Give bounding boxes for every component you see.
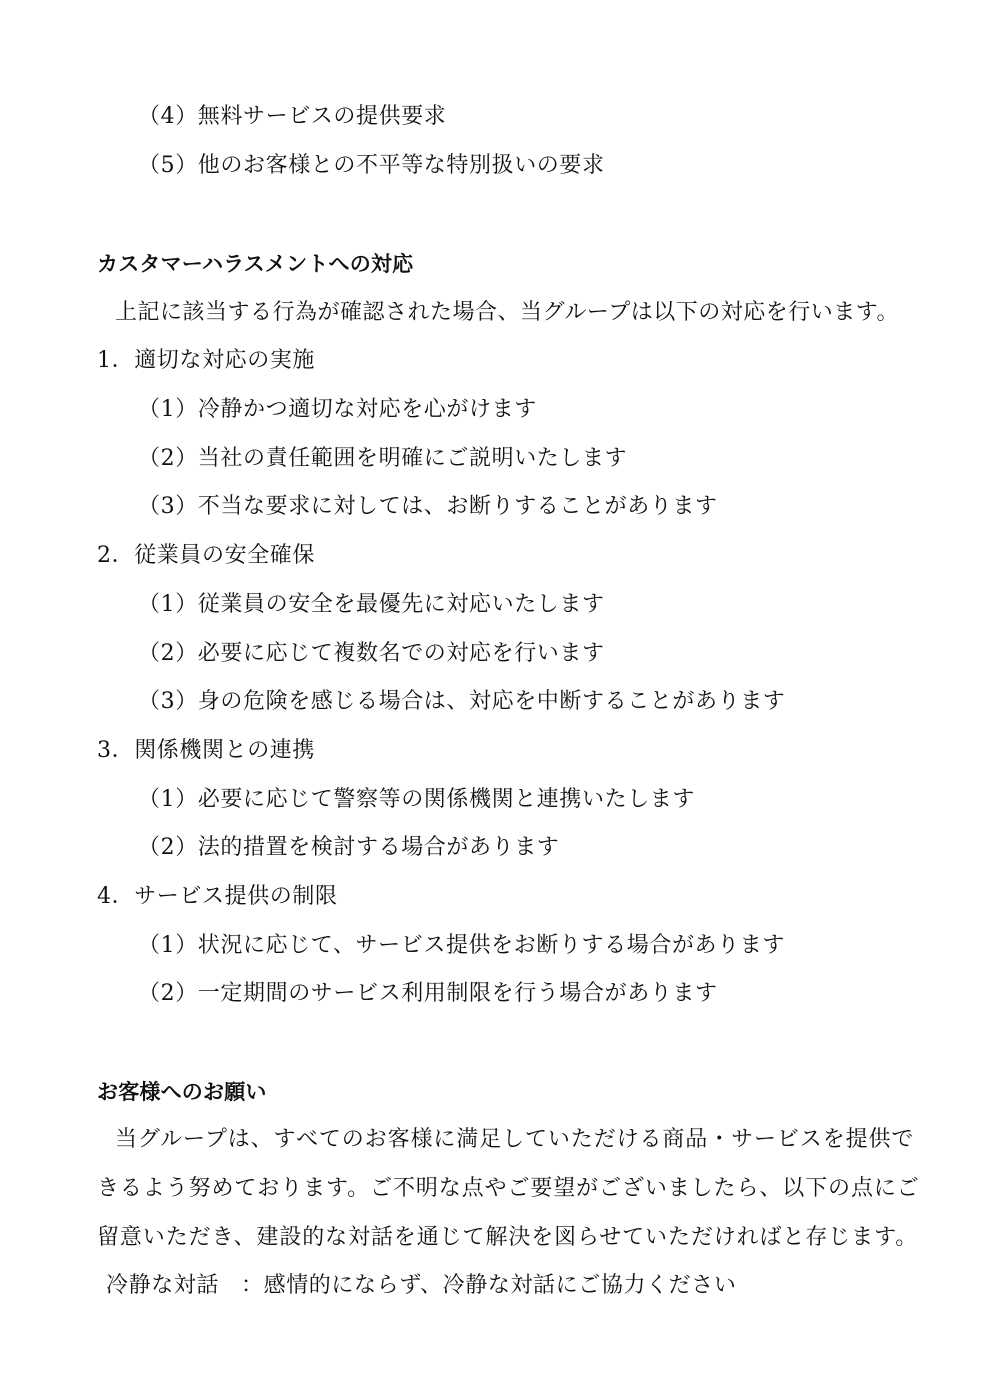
response-intro: 上記に該当する行為が確認された場合、当グループは以下の対応を行います。	[115, 300, 899, 325]
response-item-title: 1．適切な対応の実施	[97, 348, 315, 373]
request-paragraph-line: 当グループは、すべてのお客様に満足していただける商品・サービスを提供で	[115, 1127, 915, 1152]
response-sub-item: （2）法的措置を検討する場合があります	[138, 835, 560, 860]
response-sub-item: （2）必要に応じて複数名での対応を行います	[138, 641, 605, 666]
response-sub-item: （3）身の危険を感じる場合は、対応を中断することがあります	[138, 689, 786, 714]
response-sub-item: （1）従業員の安全を最優先に対応いたします	[138, 592, 605, 617]
request-point-description: ：感情的にならず、冷静な対話にご協力ください	[241, 1273, 737, 1298]
response-item-title: 2．従業員の安全確保	[97, 543, 315, 568]
response-item-title: 4．サービス提供の制限	[97, 884, 338, 909]
response-sub-item: （3）不当な要求に対しては、お断りすることがあります	[138, 494, 718, 519]
response-item-title: 3．関係機関との連携	[97, 738, 315, 763]
response-sub-item: （1）冷静かつ適切な対応を心がけます	[138, 397, 537, 422]
list-item-free-service: （4）無料サービスの提供要求	[138, 104, 447, 129]
request-paragraph-line: きるよう努めております。ご不明な点やご要望がございましたら、以下の点にご	[97, 1176, 920, 1201]
response-sub-item: （1）状況に応じて、サービス提供をお断りする場合があります	[138, 933, 785, 958]
request-point-term: 冷静な対話	[106, 1273, 220, 1298]
response-sub-item: （1）必要に応じて警察等の関係機関と連携いたします	[138, 787, 695, 812]
request-paragraph-line: 留意いただき、建設的な対話を通じて解決を図らせていただければと存じます。	[97, 1225, 919, 1250]
list-item-special-treatment: （5）他のお客様との不平等な特別扱いの要求	[138, 153, 605, 178]
section-heading-response: カスタマーハラスメントへの対応	[97, 252, 414, 276]
response-sub-item: （2）一定期間のサービス利用制限を行う場合があります	[138, 981, 718, 1006]
section-heading-request: お客様へのお願い	[97, 1080, 267, 1104]
response-sub-item: （2）当社の責任範囲を明確にご説明いたします	[138, 446, 628, 471]
